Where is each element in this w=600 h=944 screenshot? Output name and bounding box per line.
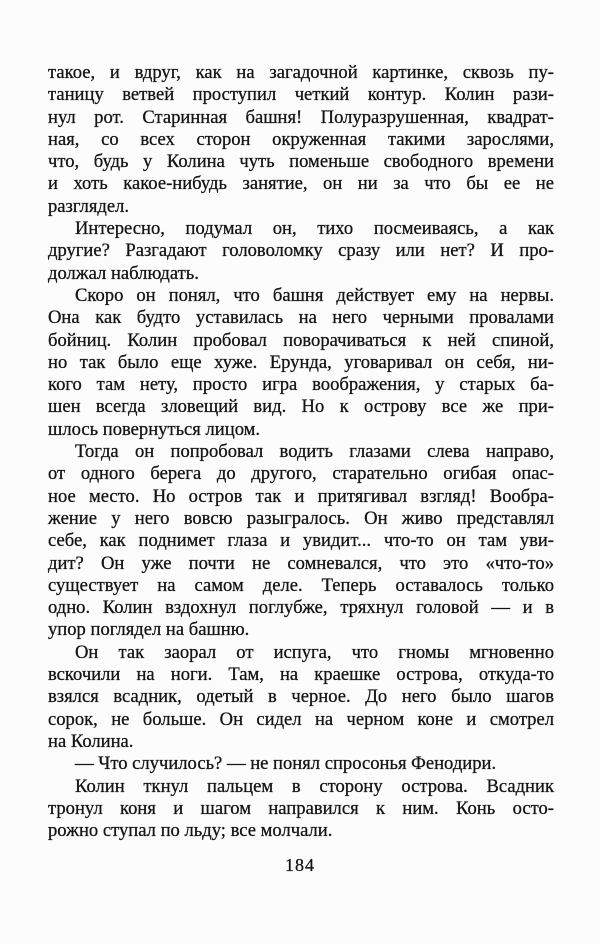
paragraph — [48, 642, 554, 753]
text-line: одно. Колин вздохнул поглубже, тряхнул головой — и в — [48, 597, 554, 619]
text-line: шен всегда зловещий вид. Но к острову все же при- — [48, 396, 554, 418]
text-line: — Что случилось? — не понял спросонья Фенодири. — [75, 753, 497, 775]
text-line: жение у него вовсю разыгралось. Он живо представлял — [48, 507, 554, 529]
text-line: такое, и вдруг, как на загадочной картинке, сквозь пу- — [48, 62, 554, 83]
page-number: 184 — [285, 855, 315, 875]
text-line: взялся всадник, одетый в черное. До него было шагов — [48, 686, 554, 708]
text-line: разглядел. — [48, 195, 130, 217]
text-line: дит? Он уже почти не сомневался, что это «что-то» — [48, 552, 554, 574]
text-line: Интересно, подумал он, тихо посмеиваясь, а как — [75, 218, 554, 240]
text-line: от одного берега до другого, старательно огибая опас- — [48, 463, 554, 485]
text-line: и хоть какое-нибудь занятие, он ни за что бы ее не — [48, 173, 554, 195]
text-block — [48, 62, 554, 842]
paragraph — [48, 441, 554, 642]
text-line: на Колина. — [48, 730, 134, 752]
text-line: Колин ткнул пальцем в сторону острова. Всадник — [75, 775, 554, 797]
paragraph — [48, 218, 554, 285]
text-line: Он так заорал от испуга, что гномы мгновенно — [75, 641, 554, 663]
paragraph — [48, 776, 554, 843]
text-line: существует на самом деле. Теперь оставалось только — [48, 574, 554, 596]
text-line: рожно ступал по льду; все молчали. — [48, 820, 333, 842]
text-line: таницу ветвей проступил четкий контур. Колин рази- — [48, 84, 554, 106]
text-line: бойниц. Колин пробовал поворачиваться к ней спиной, — [48, 329, 554, 351]
text-line: Скоро он понял, что башня действует ему на нервы. — [75, 284, 554, 306]
text-line: но так было еще хуже. Ерунда, уговаривал он себя, ни- — [48, 351, 554, 373]
text-line: вскочили на ноги. Там, на краешке острова, откуда-то — [48, 664, 554, 686]
paragraph — [48, 753, 554, 775]
text-line: тронул коня и шагом направился к ним. Конь осто- — [48, 797, 554, 819]
text-line: упор поглядел на башню. — [48, 619, 250, 641]
text-line: что, будь у Колина чуть поменьше свободного времени — [48, 151, 554, 173]
text-line: нул рот. Старинная башня! Полуразрушенная, квадрат- — [48, 106, 554, 128]
text-line: себе, как поднимет глаза и увидит... что-то он там уви- — [48, 530, 554, 552]
text-line: ная, со всех сторон окруженная такими зарослями, — [48, 128, 554, 150]
paragraph — [48, 62, 554, 218]
paragraph — [48, 285, 554, 441]
text-line: другие? Разгадают головоломку сразу или нет? И про- — [48, 240, 554, 262]
text-line: Она как будто уставилась на него черными провалами — [48, 307, 554, 329]
text-line: должал наблюдать. — [48, 262, 199, 284]
text-line: Тогда он попробовал водить глазами слева направо, — [75, 441, 554, 463]
text-line: шлось повернуться лицом. — [48, 418, 261, 440]
text-line: сорок, не больше. Он сидел на черном коне и смотрел — [48, 708, 554, 730]
text-line: ное место. Но остров так и притягивал взгляд! Вообра- — [48, 485, 554, 507]
text-line: кого там нету, просто игра воображения, у старых ба- — [48, 374, 554, 396]
